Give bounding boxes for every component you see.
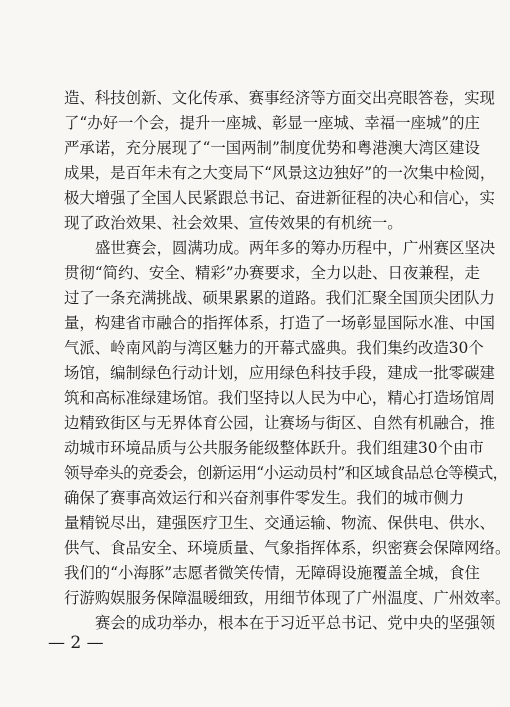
text-line: 我们的“小海豚”志愿者微笑传情，无障碍设施覆盖全城，食住 <box>64 564 480 582</box>
text-line: 现了政治效果、社会效果、宣传效果的有机统一。 <box>64 214 403 232</box>
text-line: 边精致街区与无界体育公园，让赛场与街区、自然有机融合，推 <box>64 414 495 432</box>
text-line: 量，构建省市融合的指挥体系，打造了一场彰显国际水准、中国 <box>64 314 495 332</box>
text-line: 确保了赛事高效运行和兴奋剂事件零发生。我们的城市侧力 <box>64 489 465 507</box>
text-line: 过了一条充满挑战、硕果累累的道路。我们汇聚全国顶尖团队力 <box>64 289 495 307</box>
text-line: 领导牵头的竞委会，创新运用“小运动员村”和区域食品总仓等模式， <box>64 464 508 482</box>
body-text <box>64 86 510 636</box>
text-line: 了“办好一个会，提升一座城、彰显一座城、幸福一座城”的庄 <box>64 114 480 132</box>
text-line: 贯彻“简约、安全、精彩”办赛要求，全力以赴、日夜兼程，走 <box>64 264 480 282</box>
text-line: 严承诺，充分展现了“一国两制”制度优势和粤港澳大湾区建设 <box>64 139 480 157</box>
text-line: 极大增强了全国人民紧跟总书记、奋进新征程的决心和信心，实 <box>64 189 495 207</box>
page-number: — 2 — <box>48 633 104 653</box>
paragraph-start-line: 盛世赛会，圆满功成。两年多的筹办历程中，广州赛区坚决 <box>95 239 496 257</box>
text-line: 造、科技创新、文化传承、赛事经济等方面交出亮眼答卷，实现 <box>64 89 495 107</box>
text-line: 筑和高标准绿建场馆。我们坚持以人民为中心，精心打造场馆周 <box>64 389 495 407</box>
paragraph-start-line: 赛会的成功举办，根本在于习近平总书记、党中央的坚强领 <box>95 614 496 632</box>
text-line: 量精锐尽出，建强医疗卫生、交通运输、物流、保供电、供水、 <box>64 514 495 532</box>
text-line: 行游购娱服务保障温暖细致，用细节体现了广州温度、广州效率。 <box>64 589 510 607</box>
text-line: 动城市环境品质与公共服务能级整体跃升。我们组建30个由市 <box>64 439 484 457</box>
text-line: 供气、食品安全、环境质量、气象指挥体系，织密赛会保障网络。 <box>64 539 510 557</box>
text-line: 成果，是百年未有之大变局下“风景这边独好”的一次集中检阅， <box>64 164 496 182</box>
text-line: 气派、岭南风韵与湾区魅力的开幕式盛典。我们集约改造30个 <box>64 339 484 357</box>
text-line: 场馆，编制绿色行动计划，应用绿色科技手段，建成一批零碳建 <box>64 364 495 382</box>
